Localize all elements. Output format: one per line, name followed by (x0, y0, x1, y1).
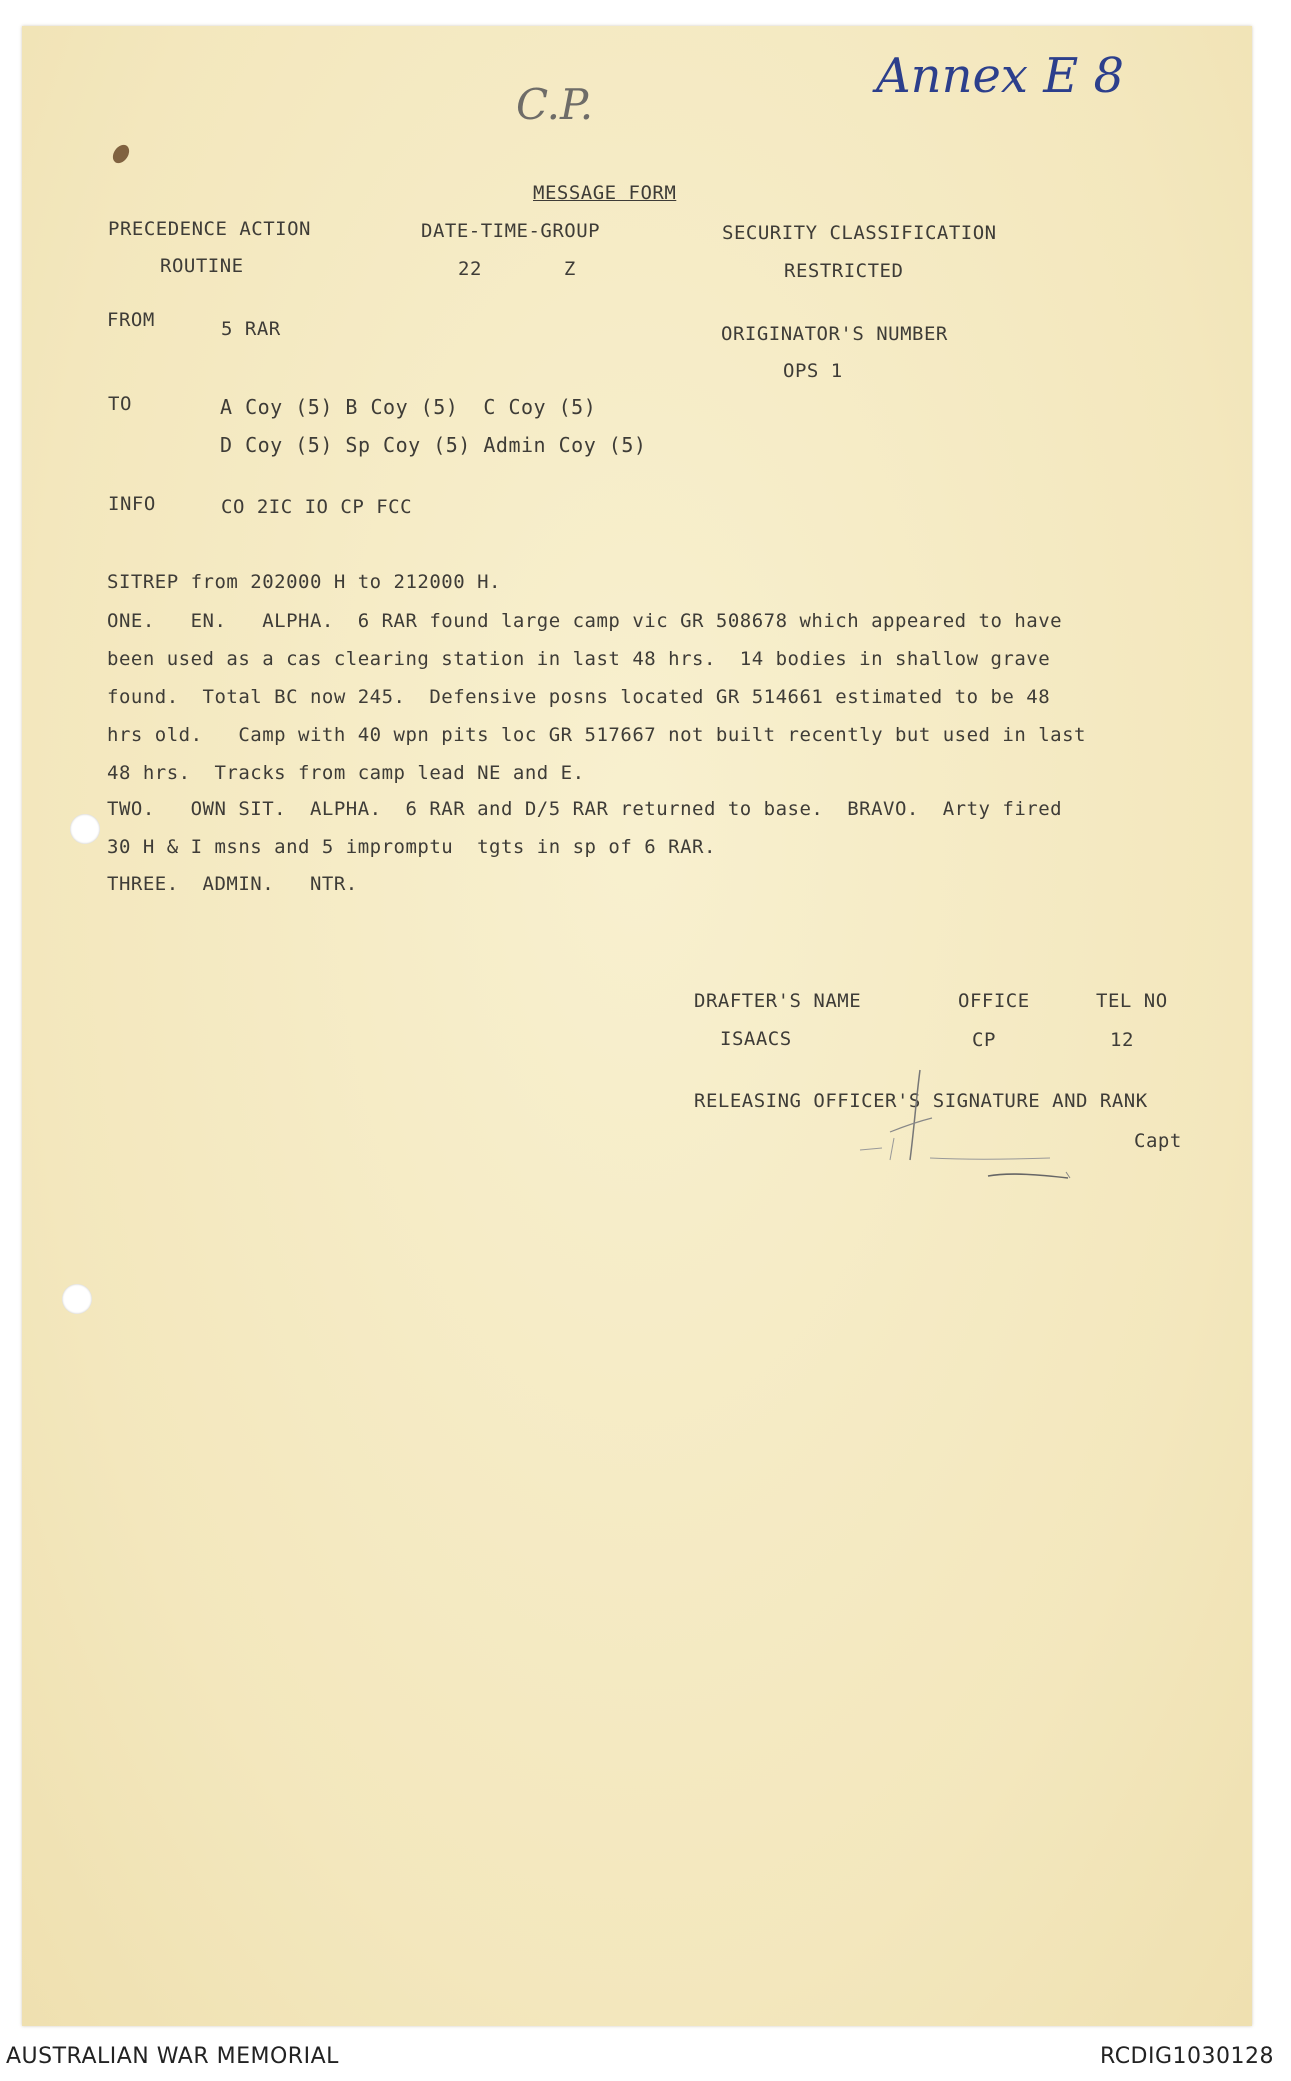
to-line-1: A Coy (5) B Coy (5) C Coy (5) (220, 395, 597, 419)
originator-label: ORIGINATOR'S NUMBER (721, 323, 948, 345)
punch-hole-lower (62, 1284, 92, 1314)
message-form-sheet (22, 26, 1252, 2026)
body-line: 48 hrs. Tracks from camp lead NE and E. (107, 762, 585, 784)
body-line: SITREP from 202000 H to 212000 H. (107, 571, 501, 593)
precedence-label: PRECEDENCE ACTION (108, 218, 311, 240)
ink-stain (110, 142, 133, 166)
handwritten-cp-mark: C.P. (516, 80, 594, 129)
body-line: ONE. EN. ALPHA. 6 RAR found large camp vic GR 508678 which appeared to have (107, 610, 1063, 632)
officer-signature (820, 1060, 1120, 1190)
handwritten-annex-mark: Annex E 8 (876, 48, 1125, 104)
security-label: SECURITY CLASSIFICATION (722, 222, 997, 244)
body-line: THREE. ADMIN. NTR. (107, 873, 358, 895)
tel-label: TEL NO (1096, 990, 1168, 1012)
body-line: 30 H & I msns and 5 impromptu tgts in sp of 6 RAR. (107, 836, 716, 858)
info-label: INFO (108, 493, 156, 515)
to-label: TO (108, 393, 132, 415)
drafter-label: DRAFTER'S NAME (694, 990, 862, 1012)
office-value: CP (972, 1029, 996, 1051)
originator-value: OPS 1 (783, 360, 843, 382)
body-line: been used as a cas clearing station in last 48 hrs. 14 bodies in shallow grave (107, 648, 1051, 670)
body-line: found. Total BC now 245. Defensive posns located GR 514661 estimated to be 48 (107, 686, 1051, 708)
drafter-value: ISAACS (720, 1028, 792, 1050)
footer-reference: RCDIG1030128 (1100, 2044, 1275, 2069)
info-value: CO 2IC IO CP FCC (221, 496, 413, 518)
from-label: FROM (107, 309, 155, 331)
footer-credit: AUSTRALIAN WAR MEMORIAL (6, 2044, 339, 2069)
form-title: MESSAGE FORM (533, 182, 677, 204)
rank-value: Capt (1134, 1130, 1182, 1152)
dtg-value: 22 Z (458, 258, 576, 280)
body-line: TWO. OWN SIT. ALPHA. 6 RAR and D/5 RAR returned to base. BRAVO. Arty fired (107, 798, 1063, 820)
security-value: RESTRICTED (784, 260, 904, 282)
body-line: hrs old. Camp with 40 wpn pits loc GR 517667 not built recently but used in last (107, 724, 1086, 746)
punch-hole-upper (70, 814, 100, 844)
to-line-2: D Coy (5) Sp Coy (5) Admin Coy (5) (220, 433, 647, 457)
releasing-label: RELEASING OFFICER'S SIGNATURE AND RANK (694, 1090, 1148, 1112)
dtg-label: DATE-TIME-GROUP (421, 220, 601, 242)
precedence-value: ROUTINE (160, 255, 244, 277)
from-value: 5 RAR (221, 318, 281, 340)
tel-value: 12 (1110, 1029, 1134, 1051)
office-label: OFFICE (958, 990, 1030, 1012)
